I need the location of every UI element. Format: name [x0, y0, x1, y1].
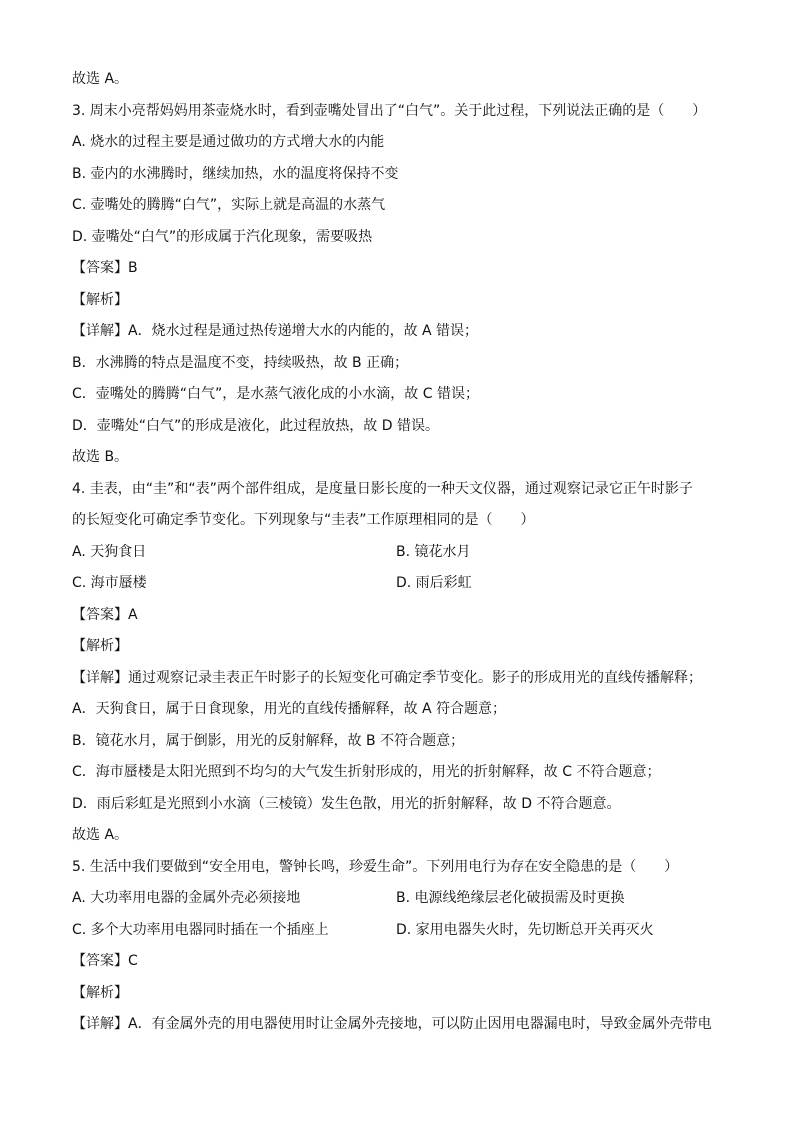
question-4-option-c: C. 海市蜃楼 [72, 575, 147, 591]
question-3-detail-c: C．壶嘴处的腾腾“白气”，是水蒸气液化成的小水滴，故 C 错误； [72, 386, 479, 402]
question-4-options-row-2 [72, 568, 734, 600]
question-3-option-c: C. 壶嘴处的腾腾“白气”，实际上就是高温的水蒸气 [72, 197, 386, 213]
question-5-analysis-heading: 【解析】 [72, 984, 128, 1001]
question-4-option-b: B. 镜花水月 [396, 543, 471, 560]
question-3-option-b: B. 壶内的水沸腾时，继续加热，水的温度将保持不变 [72, 165, 399, 182]
question-3-choice: 故选 B。 [72, 449, 129, 465]
question-4-option-d: D. 雨后彩虹 [396, 575, 472, 591]
question-3-stem: 3. 周末小亮帮妈妈用茶壶烧水时，看到壶嘴处冒出了“白气”。关于此过程，下列说法正确的是（ ） [72, 102, 707, 119]
question-4-choice: 故选 A。 [72, 827, 129, 843]
question-4-option-a: A. 天狗食日 [72, 543, 147, 560]
question-5-option-a: A. 大功率用电器的金属外壳必须接地 [72, 890, 301, 906]
question-5-stem: 5. 生活中我们要做到“安全用电，警钟长鸣，珍爱生命”。下列用电行为存在安全隐患的是（ ） [72, 858, 679, 875]
question-5-options-row-1 [72, 883, 734, 915]
question-3-detail-b: B．水沸腾的特点是温度不变，持续吸热，故 B 正确； [72, 354, 409, 371]
question-4-detail: 【详解】通过观察记录圭表正午时影子的长短变化可确定季节变化。影子的形成用光的直线传播解释； [72, 669, 702, 686]
question-5-answer: 【答案】C [72, 953, 138, 969]
question-3-option-a: A. 烧水的过程主要是通过做功的方式增大水的内能 [72, 134, 385, 150]
question-5-detail: 【详解】A．有金属外壳的用电器使用时让金属外壳接地，可以防止因用电器漏电时，导致金属外壳带电 [72, 1016, 712, 1032]
question-3-detail-d: D．壶嘴处“白气”的形成是液化，此过程放热，故 D 错误。 [72, 417, 439, 434]
question-4-detail-c: C．海市蜃楼是太阳光照到不均匀的大气发生折射形成的，用光的折射解释，故 C 不符合题意； [72, 764, 661, 780]
question-4-detail-d: D．雨后彩虹是光照到小水滴（三棱镜）发生色散，用光的折射解释，故 D 不符合题意。 [72, 795, 621, 812]
question-4-stem-line-1: 4. 圭表，由“圭”和“表”两个部件组成，是度量日影长度的一种天文仪器，通过观察记录它正午时影子 [72, 480, 693, 497]
question-3-option-d: D. 壶嘴处“白气”的形成属于汽化现象，需要吸热 [72, 228, 373, 245]
question-5-option-d: D. 家用电器失火时，先切断总开关再灭火 [396, 921, 654, 938]
question-4-detail-b: B．镜花水月，属于倒影，用光的反射解释，故 B 不符合题意； [72, 732, 465, 749]
question-4-answer: 【答案】A [72, 606, 138, 623]
question-3-detail: 【详解】A．烧水过程是通过热传递增大水的内能的，故 A 错误； [72, 323, 479, 339]
previous-answer-choice: 故选 A。 [72, 71, 129, 87]
question-5-option-c: C. 多个大功率用电器同时插在一个插座上 [72, 921, 329, 938]
question-4-stem-line-2: 的长短变化可确定季节变化。下列现象与“圭表”工作原理相同的是（ ） [72, 512, 535, 528]
question-4-options-row-1 [72, 537, 734, 569]
question-3-analysis-heading: 【解析】 [72, 291, 128, 308]
question-4-detail-a: A．天狗食日，属于日食现象，用光的直线传播解释，故 A 符合题意； [72, 701, 507, 717]
question-3-answer: 【答案】B [72, 260, 138, 276]
question-5-options-row-2 [72, 915, 734, 947]
question-5-option-b: B. 电源线绝缘层老化破损需及时更换 [396, 890, 625, 906]
question-4-analysis-heading: 【解析】 [72, 638, 128, 654]
